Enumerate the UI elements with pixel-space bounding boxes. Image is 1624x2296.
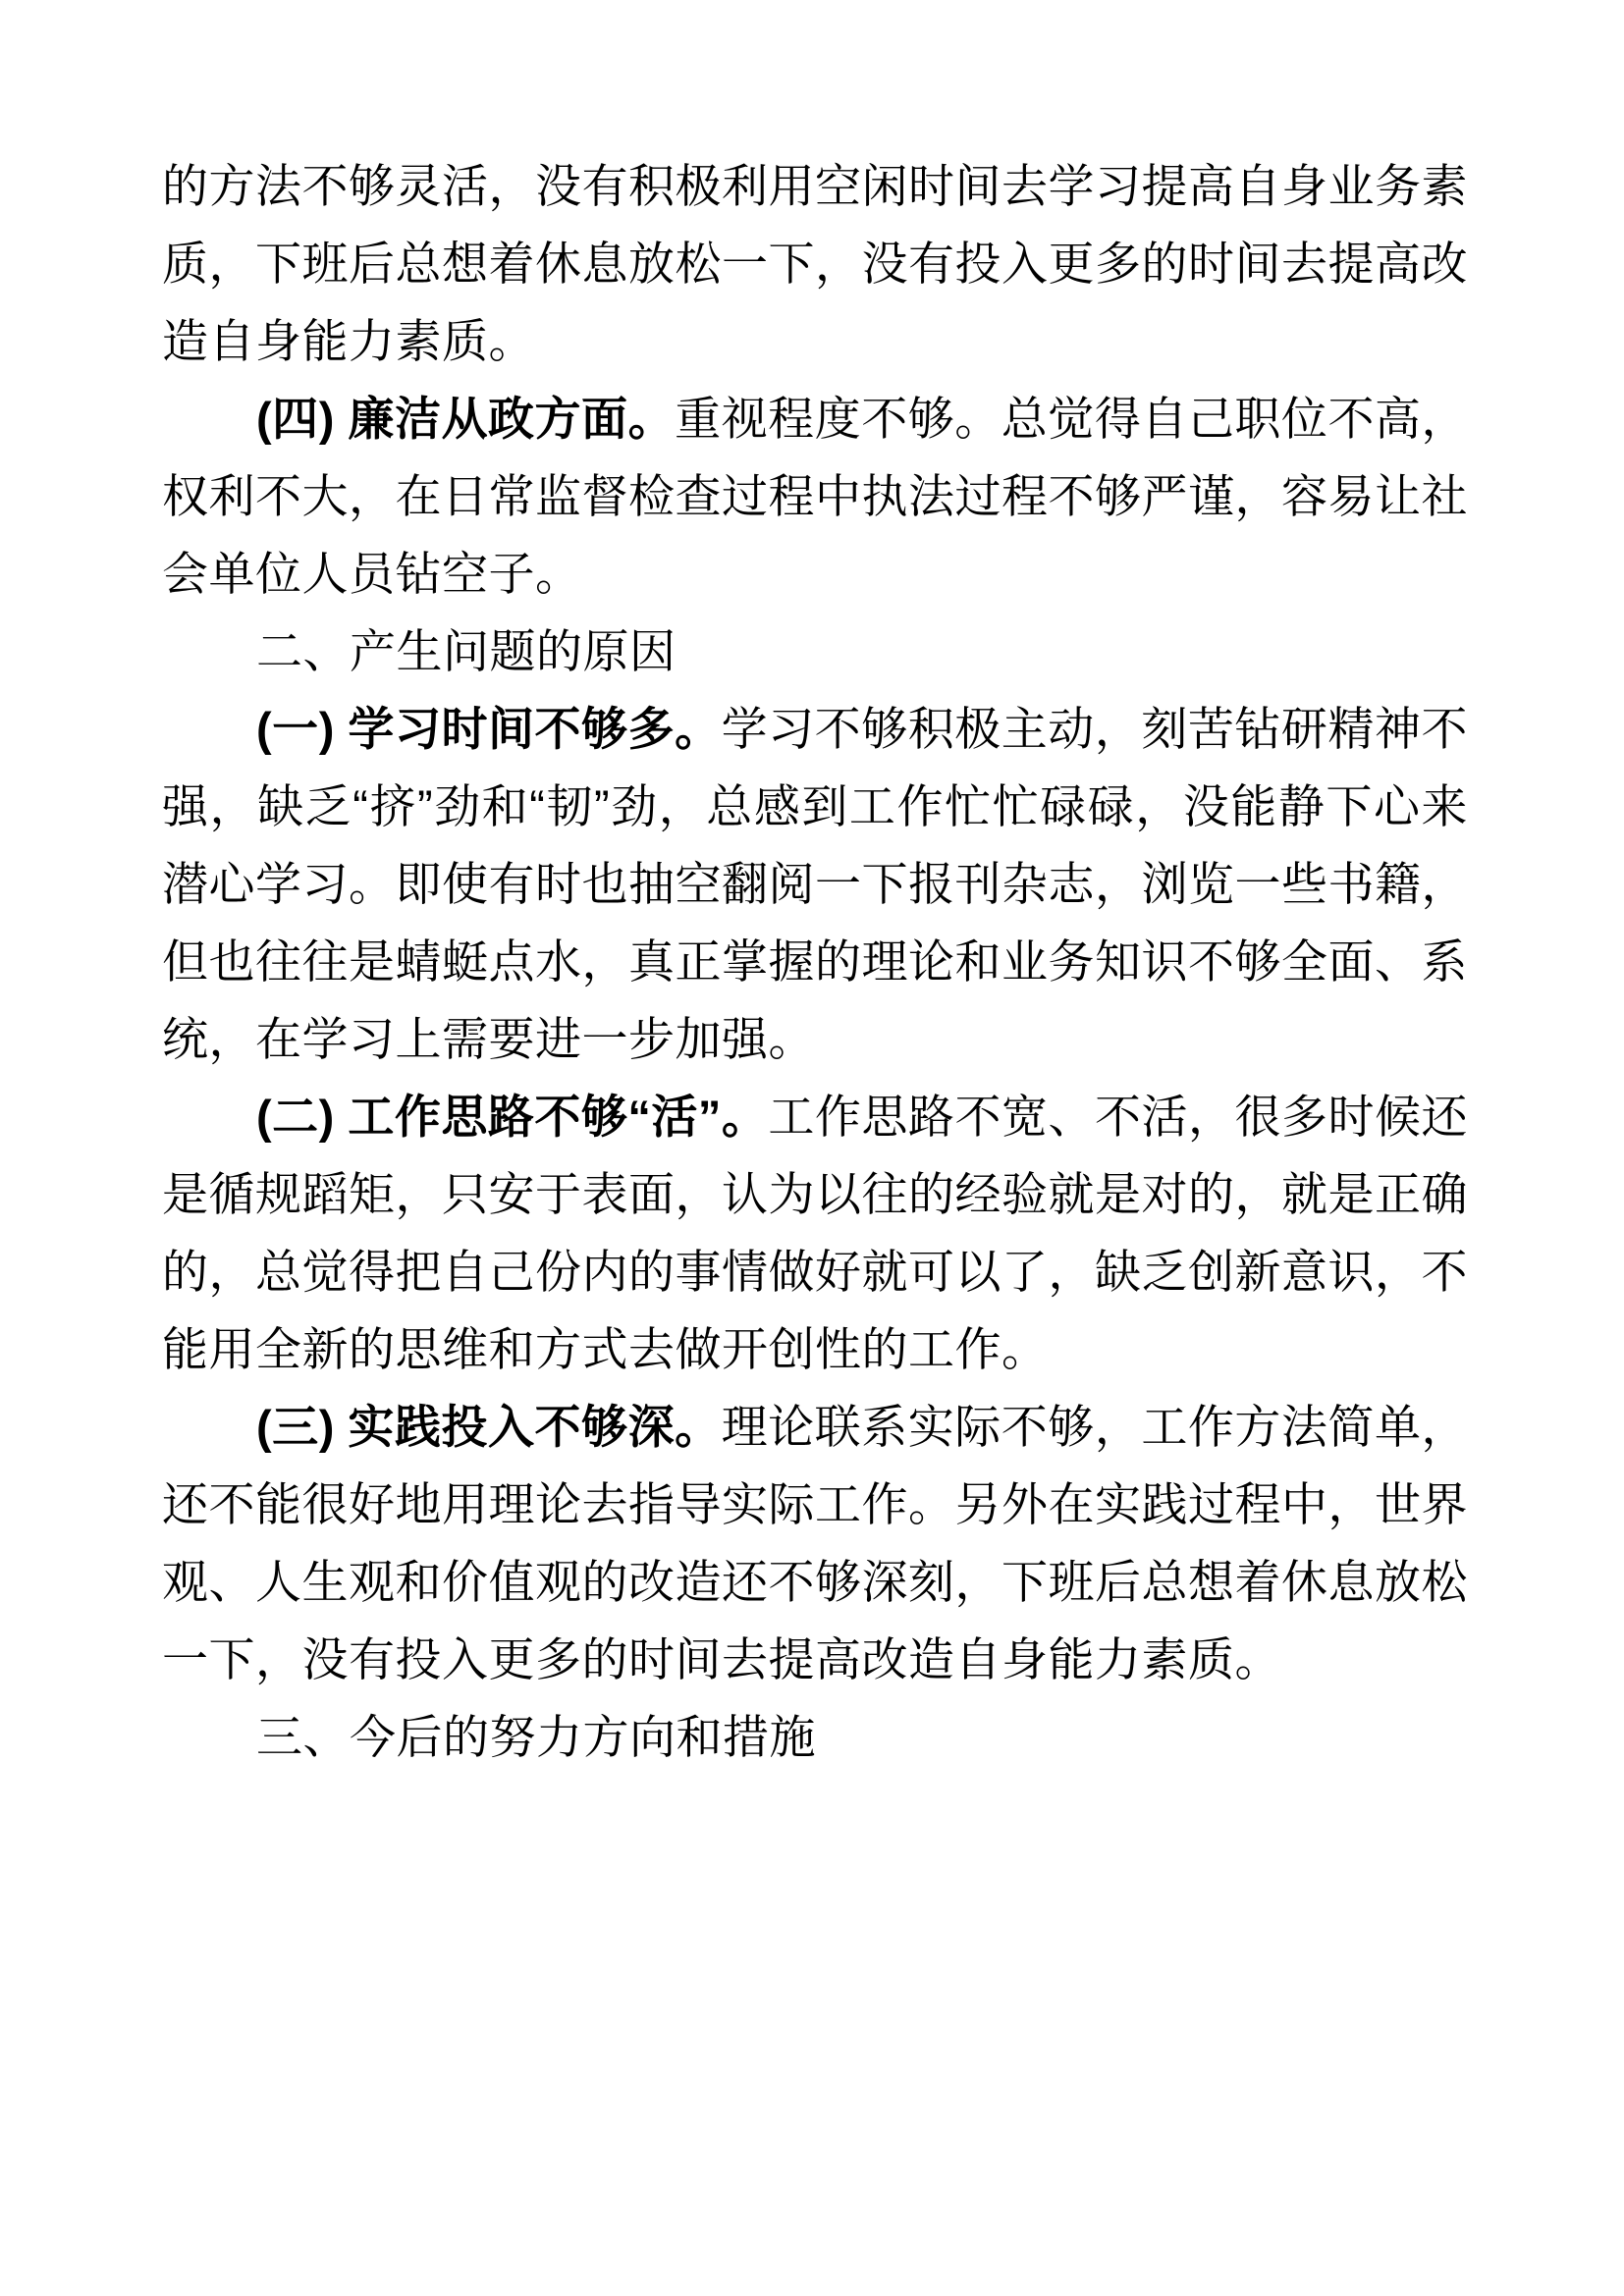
paragraph-lead-label: (一) 学习时间不够多。 [256, 703, 722, 755]
section-heading-text: 三、今后的努力方向和措施 [256, 1711, 816, 1763]
paragraph-text: 理论联系实际不够，工作方法简单，还不能很好地用理论去指导实际工作。另外在实践过程中，世界观、人生观和价值观的改造还不够深刻，下班后总想着休息放松一下，没有投入更多的时间去提高改造自身能力素质。 [162, 1401, 1468, 1685]
paragraph-text: 的方法不够灵活，没有积极利用空闲时间去学习提高自身业务素质，下班后总想着休息放松一下，没有投入更多的时间去提高改造自身能力素质。 [162, 160, 1468, 367]
section-heading-two [162, 613, 1468, 690]
section-heading-text: 二、产生问题的原因 [256, 625, 677, 677]
paragraph-section-four [162, 380, 1468, 613]
paragraph-reason-three [162, 1388, 1468, 1698]
section-heading-three [162, 1698, 1468, 1776]
paragraph-lead-label: (三) 实践投入不够深。 [256, 1401, 722, 1453]
paragraph-reason-one [162, 690, 1468, 1078]
document-body [162, 147, 1468, 1776]
paragraph-lead-label: (四) 廉洁从政方面。 [256, 393, 676, 445]
paragraph-text: 重视程度不够。总觉得自己职位不高，权利不大，在日常监督检查过程中执法过程不够严谨，容易让社会单位人员钻空子。 [162, 393, 1468, 600]
paragraph-text: 工作思路不宽、不活，很多时候还是循规蹈矩，只安于表面，认为以往的经验就是对的，就是正确的，总觉得把自己份内的事情做好就可以了，缺乏创新意识，不能用全新的思维和方式去做开创性的工作。 [162, 1091, 1468, 1375]
paragraph-reason-two [162, 1078, 1468, 1388]
paragraph-lead-label: (二) 工作思路不够“活”。 [256, 1091, 769, 1143]
paragraph-continued [162, 147, 1468, 380]
paragraph-text: 学习不够积极主动，刻苦钻研精神不强，缺乏“挤”劲和“韧”劲，总感到工作忙忙碌碌，没能静下心来潜心学习。即使有时也抽空翻阅一下报刊杂志，浏览一些书籍，但也往往是蜻蜓点水，真正掌握的理论和业务知识不够全面、系统，在学习上需要进一步加强。 [162, 703, 1468, 1065]
